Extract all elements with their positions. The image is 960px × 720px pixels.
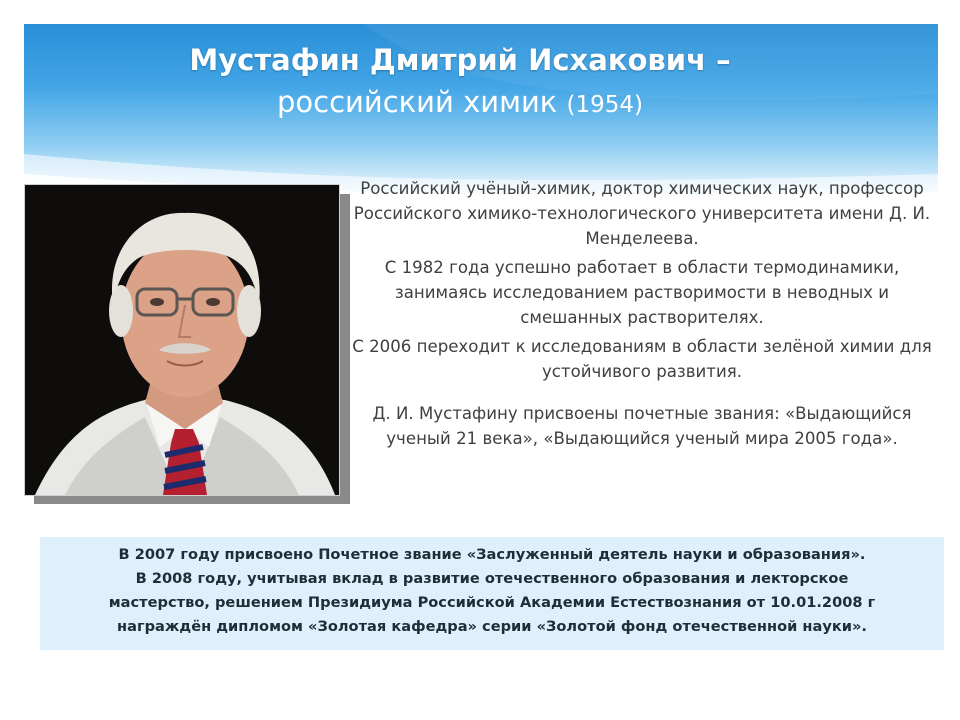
portrait-photo <box>24 184 340 496</box>
award-line-2008: В 2008 году, учитывая вклад в развитие отечественного образования и лекторское <box>135 570 849 587</box>
award-line-diploma: награждён дипломом «Золотая кафедра» серии «Золотой фонд отечественной науки». <box>117 618 867 635</box>
awards-box <box>40 537 944 650</box>
award-line-presidium: мастерство, решением Президиума Российской Академии Естествознания от 10.01.2008 г <box>108 594 876 611</box>
award-line-2007: В 2007 году присвоено Почетное звание «Заслуженный деятель науки и образования». <box>118 546 866 563</box>
title-name: Мустафин Дмитрий Исхакович – <box>189 43 731 77</box>
bio-paragraph-green-chemistry: С 2006 переходит к исследованиям в области зелёной химии для устойчивого развития. <box>352 337 932 381</box>
title-subtitle-line <box>40 80 880 127</box>
bio-paragraph-education: Российский учёный-химик, доктор химических наук, профессор Российского химико-технологического университета имени Д. И. Менделеева. <box>353 179 931 248</box>
slide-title <box>40 40 880 127</box>
biography-text <box>352 176 932 455</box>
bio-paragraph-thermodynamics: С 1982 года успешно работает в области термодинамики, занимаясь исследованием растворимости в неводных и смешанных растворителях. <box>384 258 900 327</box>
title-subtitle: российский химик <box>276 85 558 119</box>
title-years: (1954) <box>566 92 644 118</box>
bio-paragraph-honorary-titles: Д. И. Мустафину присвоены почетные звания: «Выдающийся ученый 21 века», «Выдающийся ученый мира 2005 года». <box>372 404 912 448</box>
